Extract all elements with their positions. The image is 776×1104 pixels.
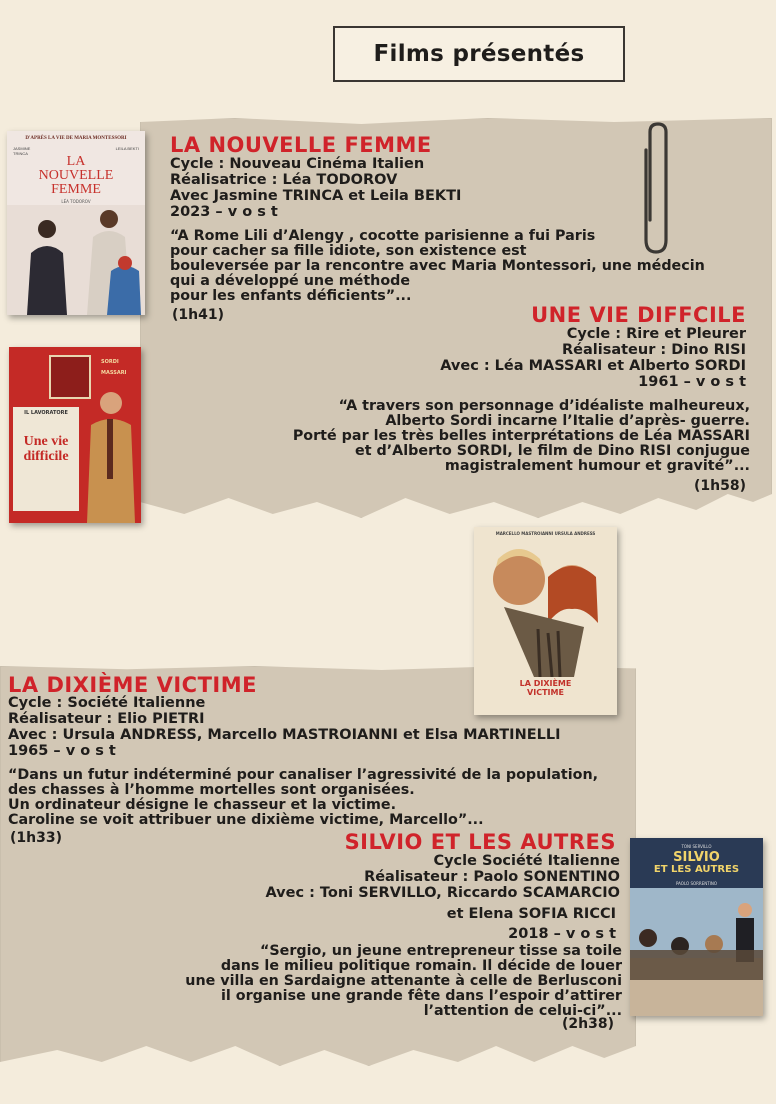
film-year: 2023 – v o s t — [170, 204, 278, 220]
film-cycle: Cycle : Rire et Pleurer — [566, 326, 746, 342]
film-director: Réalisateur : Paolo SONENTINO — [364, 869, 620, 885]
poster-actor-right: LEILA BEKTI — [115, 146, 139, 151]
film-cast: Avec Jasmine TRINCA et Leila BEKTI — [170, 188, 462, 204]
page-title: Films présentés — [373, 41, 585, 67]
poster-silvio-et-les-autres — [630, 838, 763, 1016]
film-info — [265, 853, 620, 901]
film-info — [8, 695, 561, 759]
film-cast: Avec : Léa MASSARI et Alberto SORDI — [440, 358, 746, 374]
poster-illustration — [630, 888, 763, 1016]
poster-credit: LÉA TODOROV — [61, 199, 91, 204]
film-title: SILVIO ET LES AUTRES — [344, 830, 616, 854]
film-director: Réalisateur : Elio PIETRI — [8, 711, 205, 727]
film-duration: (1h41) — [172, 307, 224, 323]
poster-illustration — [7, 205, 145, 315]
film-year: 1965 – v o s t — [8, 743, 116, 759]
film-duration: (1h33) — [10, 830, 62, 846]
film-duration: (1h58) — [694, 478, 746, 494]
film-year: 1961 – v o s t — [638, 374, 746, 390]
film-title: LA NOUVELLE FEMME — [170, 133, 432, 157]
film-synopsis: “A Rome Lili d’Alengy , cocotte parisienne a fui Paris pour cacher sa fille idiote, son existence est bouleversée par la rencontre avec Maria Montessori, une médecin qui a développé une méthode pour les enfants déficients”... — [170, 228, 705, 304]
film-info — [440, 326, 746, 390]
poster-actor-left: JASMINE TRINCA — [13, 146, 31, 156]
film-info — [170, 156, 461, 220]
film-year: 2018 – v o s t — [508, 926, 616, 942]
poster-actor: TONI SERVILLO — [681, 844, 712, 849]
poster-actor-figure — [79, 383, 139, 523]
poster-names: SORDI MASSARI — [101, 359, 127, 376]
poster-title: Une vie difficile — [23, 434, 69, 464]
film-cast: Avec : Ursula ANDRESS, Marcello MASTROIANNI et Elsa MARTINELLI — [8, 727, 561, 743]
film-title: UNE VIE DIFFCILE — [531, 303, 746, 327]
poster-title: LA NOUVELLE FEMME — [38, 154, 114, 197]
poster-title: SILVIO ET LES AUTRES — [653, 850, 740, 875]
film-synopsis: “Dans un futur indéterminé pour canaliser l’agressivité de la population, des chasses à l’homme mortelles sont organisées. Un ordinateur désigne le chasseur et la victime. Caroline se voit attribuer une dixième victime, Marcello”... — [8, 767, 599, 828]
film-cycle: Cycle : Société Italienne — [8, 695, 206, 711]
poster-la-dixieme-victime — [474, 527, 617, 715]
film-cycle: Cycle Société Italienne — [433, 853, 620, 869]
poster-newspaper — [13, 407, 79, 511]
poster-title: LA DIXIÈME VICTIME — [519, 679, 572, 697]
film-cast: Avec : Toni SERVILLO, Riccardo SCAMARCIO — [265, 885, 620, 901]
film-duration: (2h38) — [562, 1016, 614, 1032]
film-director: Réalisatrice : Léa TODOROV — [170, 172, 398, 188]
poster-une-vie-difficile — [9, 347, 141, 523]
poster-top-text: D'APRÈS LA VIE DE MARIA MONTESSORI — [25, 136, 127, 141]
film-director: Réalisateur : Dino RISI — [561, 342, 746, 358]
film-synopsis: “A travers son personnage d’idéaliste malheureux, Alberto Sordi incarne l’Italie d’après- guerre. Porté par les très belles interprétations de Léa MASSARI et d’Alberto SORDI, le film de Dino RISI conjugue magistralement humour et gravité”... — [292, 398, 750, 474]
poster-la-nouvelle-femme — [7, 131, 145, 315]
film-synopsis: “Sergio, un jeune entrepreneur tisse sa toile dans le milieu politique romain. Il décide de louer une villa en Sardaigne attenante à celle de Berlusconi il organise une grande fête dans l’espoir d’attirer l’attention de celui-ci”... — [185, 943, 622, 1019]
page-header-box — [333, 26, 625, 82]
film-title: LA DIXIÈME VICTIME — [8, 673, 257, 697]
poster-illustration — [474, 537, 617, 677]
poster-credit: PAOLO SORRENTINO — [675, 881, 717, 886]
film-cycle: Cycle : Nouveau Cinéma Italien — [170, 156, 425, 172]
poster-paper-header: IL LAVORATORE — [24, 410, 68, 416]
film-cast-continued: et Elena SOFIA RICCI — [446, 906, 616, 922]
poster-credit-top: MARCELLO MASTROIANNI URSULA ANDRESS — [495, 531, 596, 536]
